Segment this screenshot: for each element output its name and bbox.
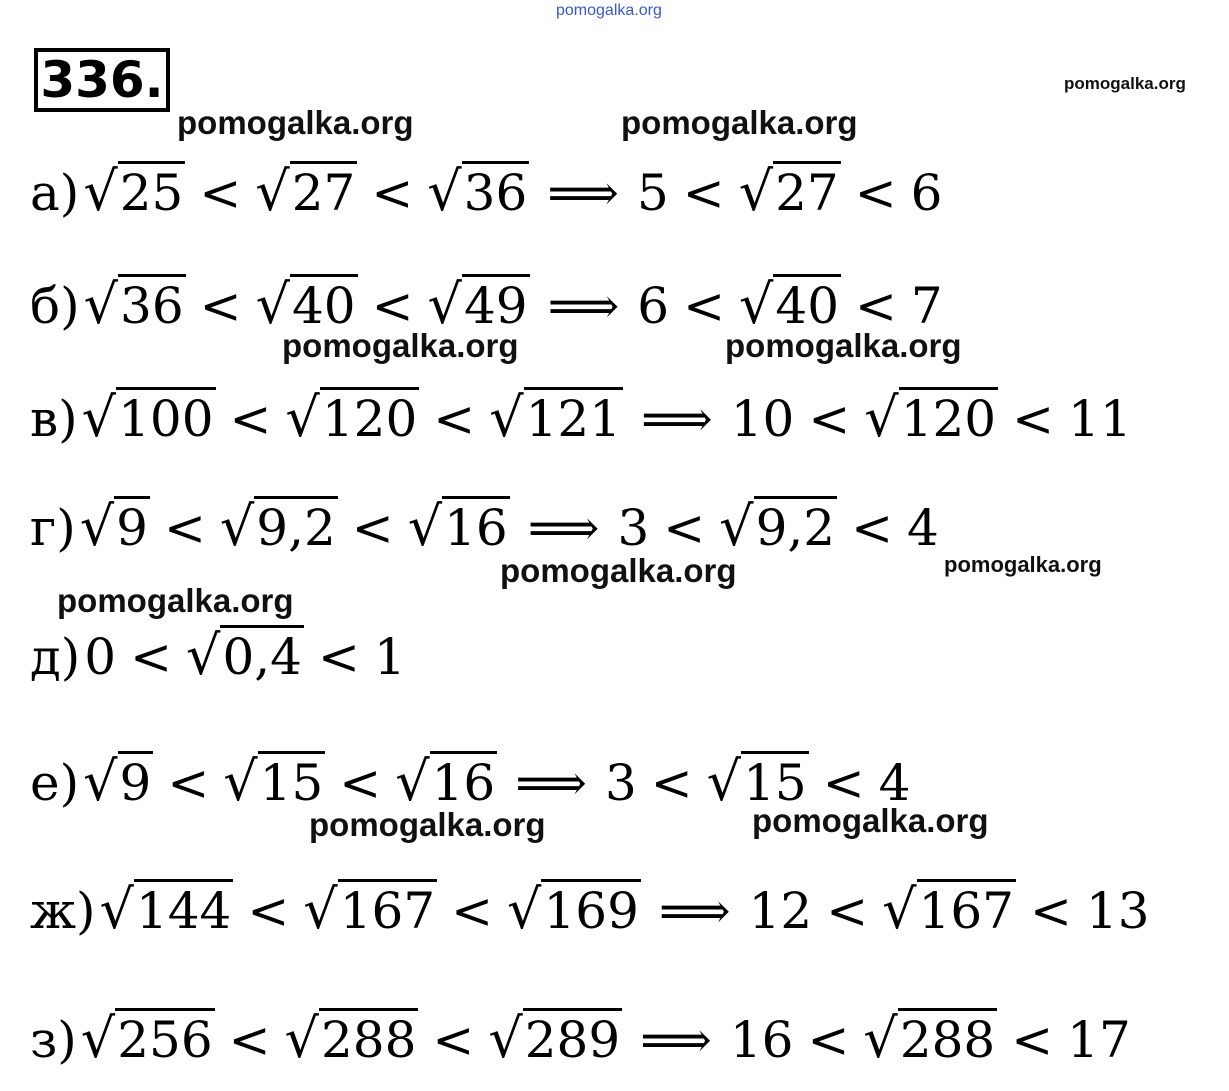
equation-row (30, 752, 910, 813)
radical-icon: √ (255, 160, 290, 223)
equation-row (30, 388, 1132, 449)
radical-icon: √ (79, 495, 115, 558)
radical-icon: √ (83, 750, 118, 813)
radical-icon: √ (427, 160, 462, 223)
row-label: е) (30, 754, 80, 812)
radicand: 40 (773, 274, 841, 335)
less-than-sign: < (339, 754, 382, 812)
square-root (882, 880, 1016, 941)
radicand: 36 (462, 161, 530, 222)
square-root (81, 1009, 215, 1070)
less-than-sign: < (854, 164, 897, 222)
less-than-sign: < (130, 628, 173, 686)
number: 4 (878, 754, 911, 812)
watermark: pomogalka.org (1064, 74, 1186, 93)
implies-arrow: ⟹ (641, 390, 713, 448)
radical-icon: √ (83, 273, 119, 336)
radicand: 144 (134, 879, 233, 940)
row-label: в) (30, 390, 78, 448)
radicand: 121 (524, 387, 623, 448)
square-root (80, 497, 150, 558)
radical-icon: √ (83, 160, 118, 223)
square-root (223, 752, 325, 813)
implies-arrow: ⟹ (547, 164, 619, 222)
square-root (488, 1009, 622, 1070)
radical-icon: √ (223, 750, 258, 813)
radical-icon: √ (186, 624, 221, 687)
less-than-sign: < (682, 164, 725, 222)
implies-arrow: ⟹ (527, 499, 600, 557)
square-root (303, 880, 437, 941)
radical-icon: √ (488, 1007, 523, 1070)
square-root (285, 388, 419, 449)
number: 6 (637, 277, 670, 335)
watermark-top: pomogalka.org (556, 2, 662, 19)
equation-row (30, 162, 942, 223)
radical-icon: √ (395, 750, 430, 813)
square-root (220, 497, 338, 558)
equation-row (30, 626, 406, 687)
radicand: 9,2 (254, 496, 338, 557)
row-label: а) (30, 164, 80, 222)
square-root (256, 275, 358, 336)
number: 5 (636, 164, 669, 222)
less-than-sign: < (851, 499, 894, 557)
radicand: 9,2 (754, 496, 838, 557)
row-label: ж) (30, 882, 96, 940)
less-than-sign: < (371, 277, 414, 335)
radical-icon: √ (738, 273, 774, 336)
row-label: з) (30, 1011, 77, 1069)
less-than-sign: < (351, 499, 394, 557)
less-than-sign: < (1012, 390, 1055, 448)
number: 6 (910, 164, 943, 222)
number: 4 (907, 499, 939, 557)
watermark: pomogalka.org (177, 104, 414, 141)
square-root (84, 275, 186, 336)
less-than-sign: < (199, 277, 242, 335)
radicand: 288 (319, 1008, 418, 1069)
radical-icon: √ (719, 495, 754, 558)
less-than-sign: < (808, 390, 851, 448)
watermark: pomogalka.org (309, 806, 546, 843)
less-than-sign: < (199, 164, 242, 222)
less-than-sign: < (1011, 1011, 1054, 1069)
square-root (489, 388, 623, 449)
less-than-sign: < (663, 499, 706, 557)
equation-row (30, 497, 939, 558)
radical-icon: √ (284, 1007, 319, 1070)
less-than-sign: < (826, 882, 869, 940)
square-root (83, 162, 185, 223)
radicand: 100 (116, 387, 215, 448)
radical-icon: √ (219, 495, 255, 558)
radicand: 15 (741, 751, 809, 812)
number: 1 (373, 628, 406, 686)
radicand: 0,4 (220, 625, 304, 686)
radicand: 25 (118, 161, 186, 222)
less-than-sign: < (167, 754, 210, 812)
number: 7 (910, 277, 943, 335)
square-root (83, 752, 153, 813)
implies-arrow: ⟹ (658, 882, 731, 940)
radical-icon: √ (863, 1007, 898, 1070)
square-root (255, 162, 357, 223)
implies-arrow: ⟹ (547, 277, 620, 335)
less-than-sign: < (683, 277, 725, 335)
radicand: 16 (430, 751, 498, 812)
square-root (82, 388, 216, 449)
watermark: pomogalka.org (282, 327, 519, 364)
radicand: 288 (898, 1008, 997, 1069)
radicand: 167 (917, 879, 1016, 940)
radical-icon: √ (407, 495, 443, 558)
number: 3 (604, 754, 637, 812)
row-label: д) (30, 628, 81, 686)
watermark: pomogalka.org (752, 802, 989, 839)
radical-icon: √ (706, 750, 742, 813)
number: 17 (1067, 1011, 1131, 1069)
number: 11 (1068, 390, 1132, 448)
less-than-sign: < (317, 628, 360, 686)
less-than-sign: < (433, 390, 476, 448)
less-than-sign: < (807, 1011, 850, 1069)
square-root (719, 497, 837, 558)
radical-icon: √ (285, 386, 320, 449)
radicand: 289 (523, 1008, 622, 1069)
radicand: 40 (290, 274, 358, 335)
equation-row (30, 880, 1150, 941)
row-label: г) (30, 499, 76, 557)
less-than-sign: < (371, 164, 414, 222)
square-root (864, 388, 998, 449)
less-than-sign: < (229, 390, 272, 448)
square-root (395, 752, 497, 813)
radicand: 36 (118, 274, 186, 335)
radical-icon: √ (427, 273, 462, 336)
square-root (285, 1009, 419, 1070)
number: 16 (729, 1011, 794, 1069)
radical-icon: √ (303, 878, 338, 941)
less-than-sign: < (650, 754, 693, 812)
square-root (100, 880, 234, 941)
row-label: б) (30, 277, 80, 335)
square-root (739, 275, 841, 336)
radical-icon: √ (738, 160, 774, 223)
less-than-sign: < (163, 499, 206, 557)
radical-icon: √ (80, 1007, 116, 1070)
less-than-sign: < (451, 882, 494, 940)
number: 13 (1085, 882, 1150, 940)
radicand: 15 (258, 751, 326, 812)
radicand: 49 (462, 274, 530, 335)
less-than-sign: < (432, 1011, 475, 1069)
watermark: pomogalka.org (57, 582, 294, 619)
square-root (707, 752, 809, 813)
square-root (739, 162, 841, 223)
square-root (427, 162, 529, 223)
radical-icon: √ (864, 386, 899, 449)
less-than-sign: < (855, 277, 897, 335)
number: 12 (748, 882, 813, 940)
radical-icon: √ (255, 273, 290, 336)
number: 10 (730, 390, 795, 448)
square-root (408, 497, 510, 558)
radicand: 27 (290, 161, 358, 222)
radical-icon: √ (489, 386, 524, 449)
watermark: pomogalka.org (621, 104, 858, 141)
radical-icon: √ (507, 878, 542, 941)
task-number-box: 336. (34, 48, 170, 112)
square-root (186, 626, 304, 687)
equation-row (30, 275, 943, 336)
implies-arrow: ⟹ (515, 754, 587, 812)
number: 0 (84, 628, 117, 686)
radicand: 9 (114, 496, 150, 557)
radicand: 120 (320, 387, 419, 448)
radicand: 16 (442, 496, 510, 557)
radical-icon: √ (882, 878, 917, 941)
equation-row (30, 1009, 1131, 1070)
less-than-sign: < (247, 882, 290, 940)
implies-arrow: ⟹ (640, 1011, 712, 1069)
less-than-sign: < (228, 1011, 271, 1069)
square-root (428, 275, 530, 336)
radicand: 167 (338, 879, 437, 940)
radicand: 27 (773, 161, 841, 222)
radicand: 256 (115, 1008, 214, 1069)
number: 3 (617, 499, 650, 557)
radicand: 169 (541, 879, 640, 940)
radical-icon: √ (81, 386, 117, 449)
square-root (507, 880, 641, 941)
radicand: 9 (118, 751, 154, 812)
less-than-sign: < (822, 754, 865, 812)
radicand: 120 (899, 387, 998, 448)
square-root (863, 1009, 997, 1070)
watermark: pomogalka.org (500, 552, 737, 589)
watermark: pomogalka.org (725, 327, 962, 364)
watermark: pomogalka.org (944, 552, 1102, 577)
less-than-sign: < (1029, 882, 1072, 940)
radical-icon: √ (99, 878, 134, 941)
